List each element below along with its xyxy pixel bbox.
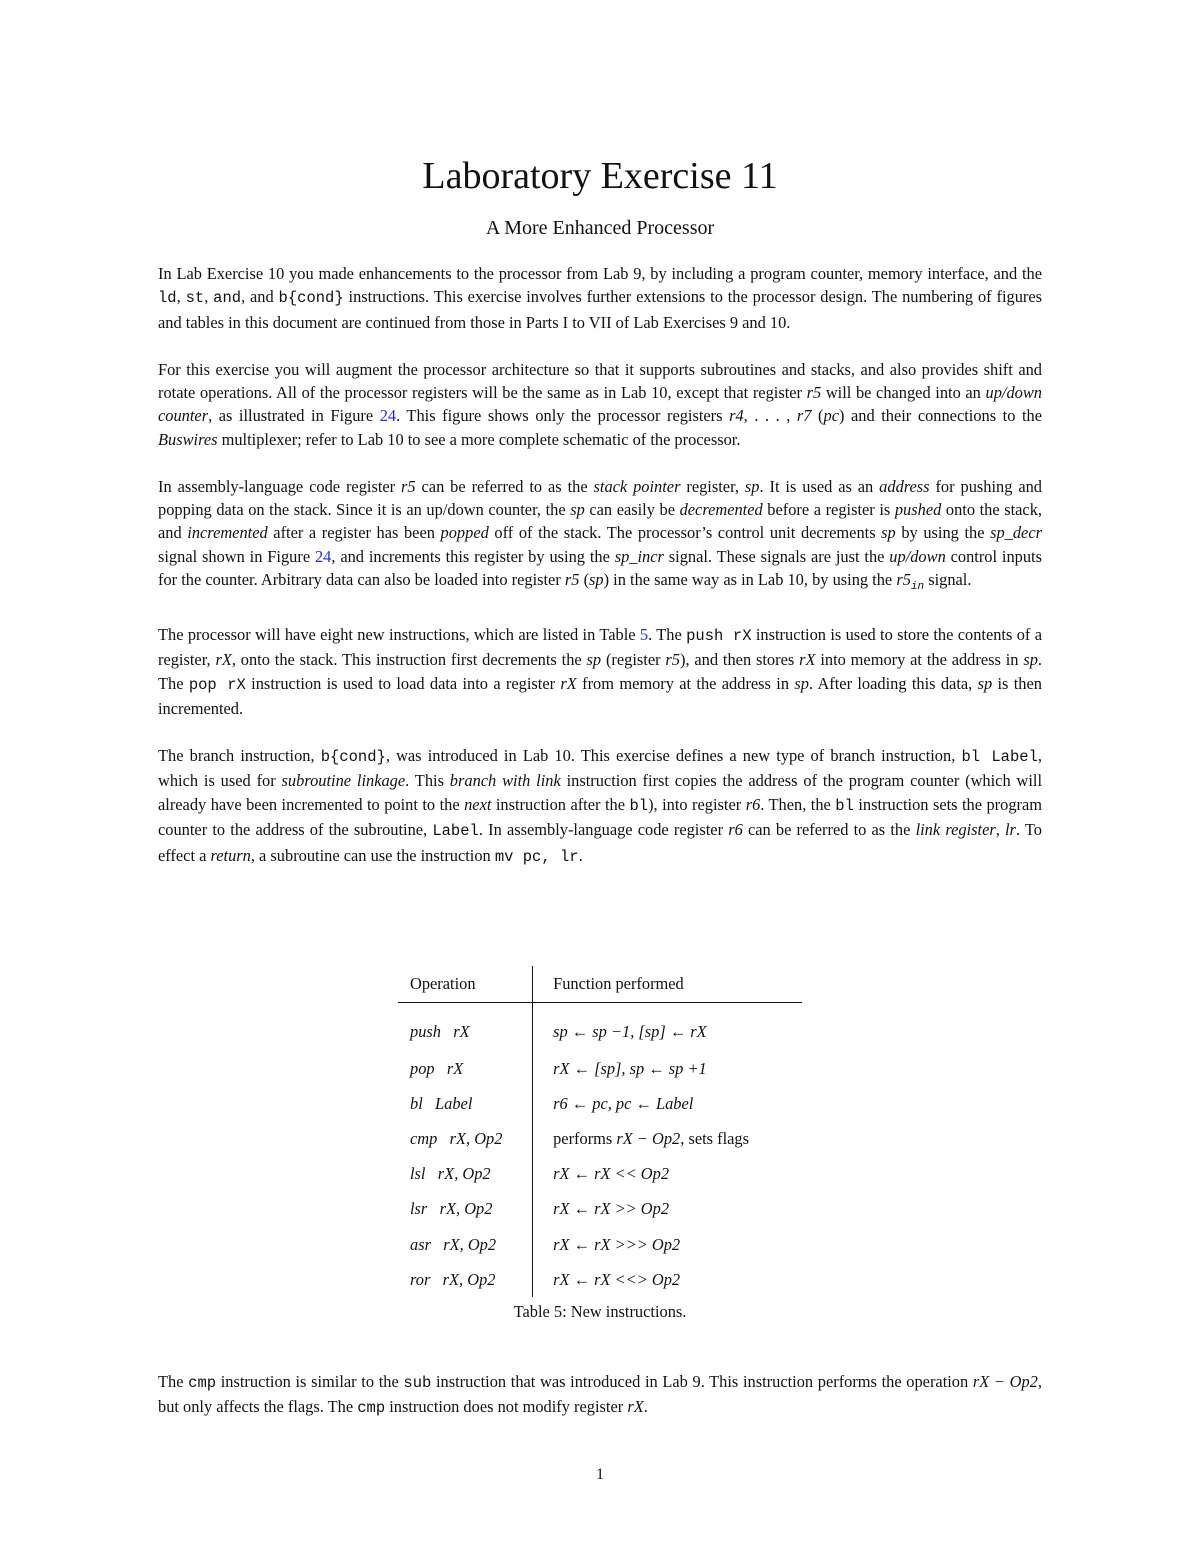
- page-subtitle: A More Enhanced Processor: [485, 217, 715, 239]
- text: In Lab Exercise 10 you made enhancements to the processor from Lab 9, by including a program counter, memory interface, and the: [158, 264, 1042, 283]
- text: . It is used as an: [759, 476, 880, 496]
- func-cell: [533, 1121, 802, 1156]
- table-link[interactable]: 5: [639, 625, 649, 645]
- code-and: and: [213, 289, 242, 308]
- code-bl-label: bl Label: [961, 748, 1038, 767]
- subscript: in: [910, 581, 925, 594]
- text: ,: [204, 287, 214, 307]
- text: instruction after the: [491, 794, 630, 814]
- text: can be referred to as the: [742, 820, 916, 840]
- op-args: rX: [446, 1058, 464, 1078]
- func-cell: rX ← rX <<> Op2: [553, 1269, 681, 1289]
- emph: rX − Op2: [972, 1372, 1038, 1391]
- text: instruction is used to load data into a register: [245, 673, 561, 693]
- emph: rX − Op2: [616, 1128, 681, 1148]
- paragraph-push-pop: [158, 623, 1042, 721]
- emph: sp: [1023, 650, 1038, 670]
- op-cell: [398, 1086, 533, 1121]
- text: (: [811, 406, 824, 426]
- page-number: 1: [596, 1466, 604, 1483]
- text: from memory at the address in: [576, 673, 795, 693]
- text: r5: [896, 570, 911, 590]
- op-cell: [398, 1121, 533, 1156]
- reg-r5: r5: [401, 476, 416, 496]
- table-row: [398, 1003, 802, 1052]
- op-args: rX, Op2: [449, 1128, 503, 1148]
- code-st: st: [185, 289, 205, 308]
- table-row: [398, 1121, 802, 1156]
- signal-r5in: [896, 570, 925, 594]
- text: , but only affects the flags. The: [158, 1372, 1042, 1417]
- code-cmp: cmp: [357, 1399, 386, 1418]
- reg-r7: r7: [796, 406, 812, 426]
- emph: sp_decr: [990, 523, 1042, 543]
- op-args: rX, Op2: [439, 1199, 493, 1219]
- text: ), into register: [648, 794, 746, 814]
- paragraph-cmp: [158, 1370, 1042, 1421]
- op-name: asr: [410, 1234, 431, 1254]
- text: for pushing and popping data on the stack. Since it is an up/down counter, the: [158, 476, 1042, 520]
- table-row: [398, 1227, 802, 1262]
- func-cell: rX ← [sp], sp ← sp +1: [553, 1058, 707, 1078]
- text: . The: [648, 625, 687, 645]
- emph: stack pointer: [593, 476, 681, 496]
- emph: sp_incr: [614, 546, 664, 566]
- func-cell: rX ← rX << Op2: [553, 1164, 670, 1184]
- emph: sp: [586, 650, 602, 670]
- text: instruction that was introduced in Lab 9. This instruction performs the operation: [431, 1372, 973, 1391]
- text: . This: [405, 771, 450, 791]
- page-title: Laboratory Exercise 11: [422, 155, 778, 197]
- text: signal. These signals are just the: [663, 546, 890, 566]
- func-cell: r6 ← pc, pc ← Label: [553, 1093, 694, 1113]
- text: The: [158, 1372, 189, 1391]
- text: .: [578, 845, 583, 865]
- op-args: rX, Op2: [442, 1269, 496, 1289]
- header-function: Function performed: [553, 974, 684, 993]
- text: , a subroutine can use the instruction: [250, 845, 495, 865]
- reg-r4: r4: [729, 406, 744, 426]
- text: control inputs for the counter. Arbitrary data can also be loaded into register: [158, 546, 1042, 590]
- text: The branch instruction,: [158, 746, 321, 766]
- emph: popped: [440, 523, 489, 543]
- emph: rX: [560, 673, 577, 693]
- text: register,: [680, 476, 745, 496]
- emph: sp: [744, 476, 760, 496]
- op-name: pop: [410, 1058, 435, 1078]
- emph: sp: [589, 570, 604, 590]
- emph: return: [210, 845, 251, 865]
- header-operation: Operation: [398, 966, 533, 1003]
- paragraph-architecture: [158, 358, 1042, 452]
- code-bl: bl: [629, 796, 649, 815]
- emph: next: [464, 794, 492, 814]
- emph: decremented: [679, 500, 763, 520]
- text: (: [579, 570, 590, 590]
- figure-link[interactable]: 24: [379, 406, 397, 426]
- op-cell: [398, 1192, 533, 1227]
- text: instruction is similar to the: [216, 1372, 404, 1391]
- code-pop: pop rX: [188, 675, 246, 694]
- code-push: push rX: [686, 627, 752, 646]
- text: ,: [995, 820, 1005, 840]
- op-args: rX: [453, 1022, 470, 1041]
- reg-r6: r6: [745, 794, 761, 814]
- text: instruction does not modify register: [385, 1397, 628, 1417]
- reg-r5: r5: [564, 570, 580, 590]
- op-name: ror: [410, 1269, 431, 1289]
- text: , which is used for: [158, 746, 1043, 791]
- emph: sp: [794, 673, 809, 693]
- op-cell: [398, 1262, 533, 1297]
- table-row: [398, 1157, 802, 1192]
- table-row: [398, 1192, 802, 1227]
- text: after a register has been: [267, 523, 441, 543]
- reg-r5: r5: [806, 383, 822, 403]
- text: For this exercise you will augment the processor architecture so that it supports subroutines and stacks, and also provides shift and rotate operations. All of the processor registers will be the same as in Lab 10, except that register: [158, 359, 1042, 403]
- text: off of the stack. The processor’s control unit decrements: [488, 523, 882, 543]
- emph: link register: [915, 820, 996, 840]
- text: by using the: [895, 523, 991, 543]
- text: signal.: [924, 570, 972, 590]
- text: ), and then stores: [680, 650, 800, 670]
- op-args: rX, Op2: [437, 1164, 491, 1184]
- reg-pc: pc: [823, 406, 839, 426]
- text: onto the stack, and: [158, 500, 1043, 543]
- emph: rX: [627, 1397, 644, 1417]
- reg-r6: r6: [728, 820, 743, 840]
- op-cell: [398, 1227, 533, 1262]
- op-name: lsl: [410, 1164, 426, 1184]
- text: .: [643, 1397, 648, 1417]
- op-args: Label: [435, 1093, 473, 1113]
- text: is then incremented.: [158, 673, 1042, 719]
- text: . This figure shows only the processor registers: [396, 406, 730, 426]
- text: . In assembly-language code register: [478, 820, 729, 840]
- paragraph-intro: [158, 262, 1042, 334]
- table-caption: Table 5: New instructions.: [513, 1302, 687, 1321]
- text: performs: [553, 1128, 617, 1148]
- text: , sets flags: [680, 1128, 749, 1148]
- op-name: push: [410, 1022, 441, 1041]
- text: ) in the same way as in Lab 10, by using the: [603, 570, 897, 590]
- text: , onto the stack. This instruction first decrements the: [231, 650, 587, 670]
- op-name: bl: [410, 1093, 423, 1113]
- emph: Buswires: [158, 429, 218, 449]
- code-cmp: cmp: [188, 1374, 217, 1392]
- text: can be referred to as the: [415, 476, 594, 496]
- instructions-table: [398, 966, 802, 1297]
- code-sub: sub: [403, 1374, 432, 1392]
- text: instruction sets the program counter to the address of the subroutine,: [158, 794, 1043, 840]
- op-args: rX, Op2: [443, 1234, 497, 1254]
- text: signal shown in Figure: [158, 546, 315, 566]
- text: , and increments this register by using the: [331, 546, 615, 566]
- code-label: Label: [432, 822, 479, 841]
- table-header-row: [398, 966, 802, 1003]
- func-cell: rX ← rX >>> Op2: [553, 1234, 681, 1254]
- emph: up/down: [889, 546, 946, 566]
- text: instruction is used to store the contents of a register,: [158, 625, 1042, 670]
- text: multiplexer; refer to Lab 10 to see a more complete schematic of the processor.: [217, 429, 741, 449]
- text: , as illustrated in Figure: [208, 406, 380, 426]
- table-row: [398, 1051, 802, 1086]
- text: , and: [241, 287, 279, 307]
- text: before a register is: [762, 500, 895, 520]
- code-bcond: b{cond}: [320, 748, 386, 767]
- body-text: [158, 262, 1042, 869]
- emph: branch with link: [449, 771, 561, 791]
- emph: incremented: [187, 523, 268, 543]
- text: . To effect a: [158, 820, 1042, 865]
- code-ld: ld: [158, 289, 177, 308]
- emph: sp: [977, 673, 993, 693]
- table-row: [398, 1086, 802, 1121]
- text: . Then, the: [760, 794, 836, 814]
- op-name: cmp: [410, 1128, 438, 1148]
- func-cell: sp ← sp −1, [sp] ← rX: [553, 1022, 707, 1041]
- code-bcond: b{cond}: [278, 289, 344, 308]
- emph: rX: [799, 650, 816, 670]
- text: The processor will have eight new instructions, which are listed in Table: [158, 625, 640, 645]
- emph: rX: [215, 650, 232, 670]
- text: (register: [601, 650, 666, 670]
- text: In assembly-language code register: [158, 476, 402, 496]
- text: , was introduced in Lab 10. This exercise defines a new type of branch instruction,: [385, 746, 962, 766]
- paragraph-branch-link: [158, 744, 1042, 869]
- text: instructions. This exercise involves further extensions to the processor design. The numbering of figures and tables in this document are continued from those in Parts I to VII of Lab Exercises 9 and 10.: [158, 287, 1042, 332]
- text: instruction first copies the address of the program counter (which will already have been incremented to point to the: [158, 771, 1042, 814]
- text: can easily be: [584, 500, 680, 520]
- figure-link[interactable]: 24: [314, 546, 332, 566]
- emph: up/down counter: [158, 383, 1042, 426]
- func-cell: rX ← rX >> Op2: [553, 1199, 670, 1219]
- text: ) and their connections to the: [839, 406, 1042, 426]
- reg-r5: r5: [665, 650, 680, 670]
- op-cell: [398, 1157, 533, 1192]
- emph: pushed: [894, 500, 942, 520]
- text: will be changed into an: [821, 383, 986, 403]
- emph: sp: [881, 523, 896, 543]
- text: , . . . ,: [743, 406, 797, 426]
- op-cell: [398, 1003, 533, 1052]
- code-bl: bl: [835, 796, 854, 815]
- text: ,: [176, 287, 186, 307]
- emph: address: [879, 476, 930, 496]
- op-name: lsr: [410, 1199, 428, 1219]
- text: . After loading this data,: [808, 673, 978, 693]
- emph: subroutine linkage: [281, 771, 406, 791]
- emph: lr: [1005, 820, 1016, 840]
- op-cell: [398, 1051, 533, 1086]
- table-row: [398, 1262, 802, 1297]
- text: into memory at the address in: [815, 650, 1024, 670]
- code-mv-pc-lr: mv pc, lr: [494, 847, 579, 866]
- paragraph-stack-pointer: [158, 475, 1042, 600]
- emph: sp: [570, 500, 585, 520]
- ops-table: [398, 966, 802, 1297]
- text: . The: [158, 650, 1042, 693]
